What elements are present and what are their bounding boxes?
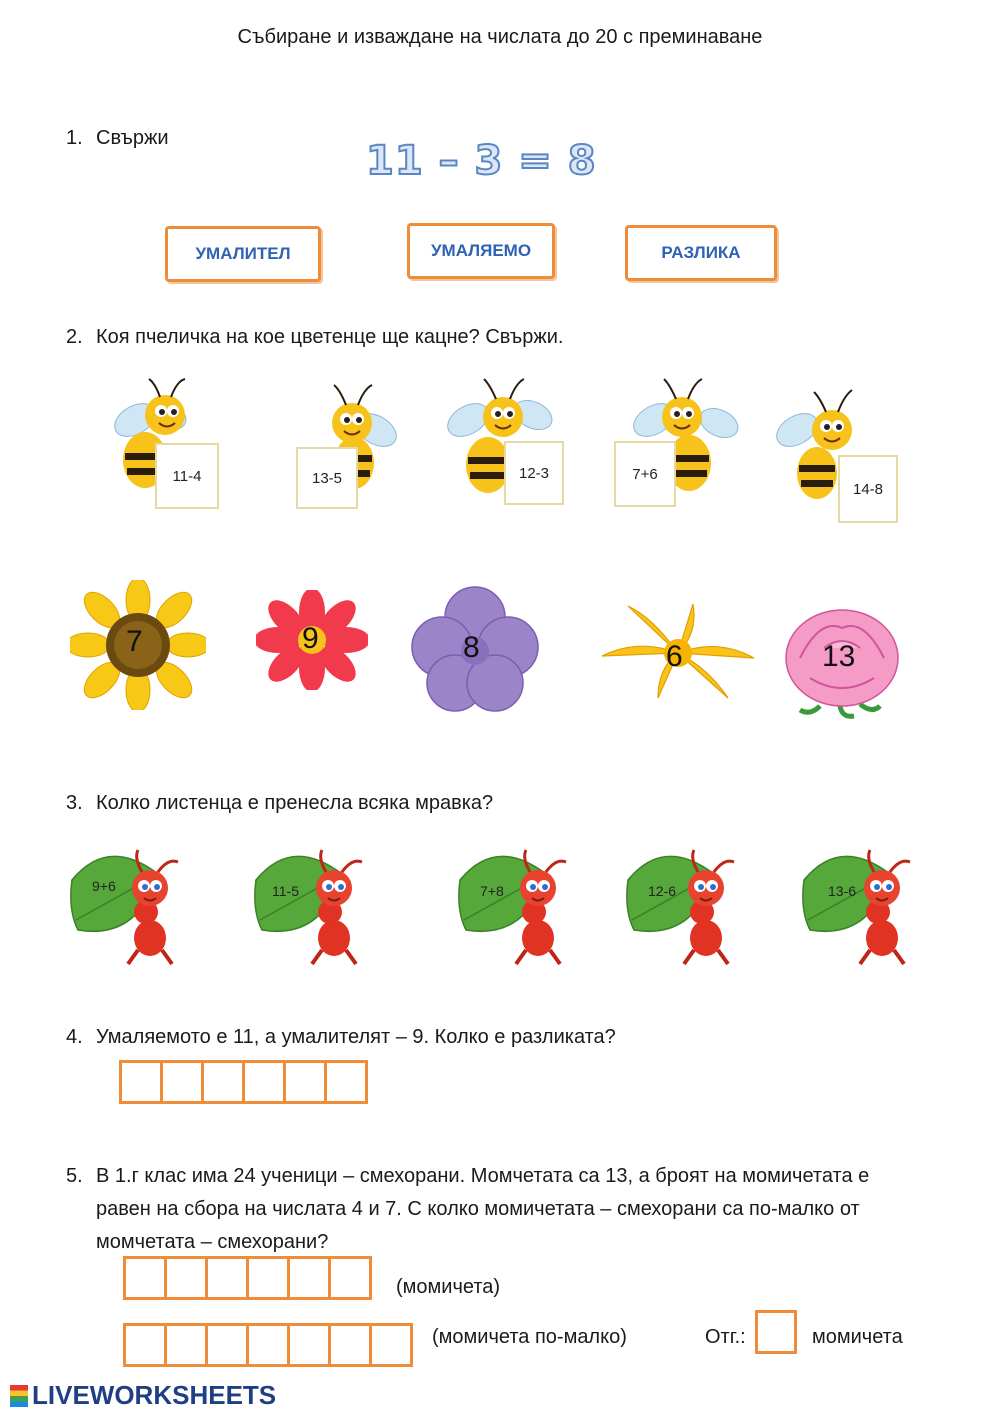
question-text: Свържи: [96, 127, 169, 149]
answer-cell[interactable]: [204, 1063, 245, 1101]
question-text: Коя пчеличка на кое цветенце ще кацне? Свържи.: [96, 326, 564, 348]
question-2: [66, 326, 564, 349]
flower-number: 9: [302, 622, 319, 655]
question-text-line-3: момчетата – смехорани?: [96, 1231, 329, 1253]
bee-expression: 14-8: [852, 480, 884, 498]
question-text-line-1: В 1.г клас има 24 ученици – смехорани. Момчетата са 13, а броят на момичетата е: [96, 1165, 870, 1187]
ant-card-2[interactable]: [252, 840, 382, 968]
answer-cell[interactable]: [249, 1259, 290, 1297]
ant-expression: 13-6: [828, 883, 857, 899]
question-number: 2.: [66, 326, 83, 348]
ant-card-4[interactable]: [624, 840, 754, 968]
flower-number: 6: [666, 640, 683, 673]
answer-cell[interactable]: [167, 1326, 208, 1364]
question-5: [66, 1160, 869, 1259]
answer-grid-q4[interactable]: [119, 1060, 368, 1104]
ant-card-5[interactable]: [800, 840, 930, 968]
answer-cell[interactable]: [290, 1326, 331, 1364]
question-4: [66, 1026, 616, 1049]
logo-icon: [10, 1385, 28, 1407]
page-title: Събиране и изваждане на числата до 20 с преминаване: [237, 26, 763, 48]
term-label: УМАЛЯЕМО: [430, 241, 532, 260]
bee-card-5[interactable]: [772, 385, 897, 525]
bee-sign: [296, 447, 358, 509]
ant-expression: 7+8: [480, 883, 504, 899]
answer-cell[interactable]: [126, 1326, 167, 1364]
answer-cell[interactable]: [327, 1063, 365, 1101]
term-box-minuend[interactable]: [407, 223, 555, 279]
bee-card-2[interactable]: [296, 375, 411, 510]
answer-grid-girls[interactable]: [123, 1256, 372, 1300]
flower-violet[interactable]: [410, 585, 540, 715]
ant-icon: [456, 840, 586, 968]
bee-sign: [155, 443, 219, 509]
bee-card-4[interactable]: [614, 375, 739, 510]
question-number: 1.: [66, 127, 83, 149]
girls-fewer-label: (момичета по-малко): [432, 1326, 627, 1348]
bee-expression: 11-4: [172, 467, 202, 485]
question-3: [66, 792, 493, 815]
question-number: 5.: [66, 1165, 83, 1187]
flower-number: 8: [463, 631, 480, 664]
answer-cell[interactable]: [208, 1326, 249, 1364]
question-text: Колко листенца е пренесла всяка мравка?: [96, 792, 494, 814]
term-box-difference[interactable]: [625, 225, 777, 281]
answer-prefix: Отг.:: [705, 1326, 746, 1348]
bee-card-3[interactable]: [438, 375, 563, 510]
bee-sign: [838, 455, 898, 523]
answer-cell[interactable]: [249, 1326, 290, 1364]
answer-cell[interactable]: [163, 1063, 204, 1101]
bee-sign: [614, 441, 676, 507]
ant-card-1[interactable]: [68, 840, 198, 968]
bee-expression: 13-5: [311, 469, 343, 487]
answer-box[interactable]: [755, 1310, 797, 1354]
question-1: [66, 127, 169, 150]
bee-card-1[interactable]: [95, 375, 220, 510]
answer-suffix: момичета: [812, 1326, 903, 1348]
flower-number: 13: [822, 640, 856, 673]
ant-expression: 12-6: [648, 883, 677, 899]
ant-icon: [800, 840, 930, 968]
answer-cell[interactable]: [167, 1259, 208, 1297]
question-text-line-2: равен на сбора на числата 4 и 7. С колко момичетата – смехорани са по-малко от: [96, 1198, 860, 1220]
flower-lily[interactable]: [598, 598, 758, 703]
answer-cell[interactable]: [208, 1259, 249, 1297]
flower-sunflower[interactable]: [70, 580, 206, 710]
answer-cell[interactable]: [331, 1259, 369, 1297]
ant-icon: [252, 840, 382, 968]
ant-icon: [68, 840, 198, 968]
ant-card-3[interactable]: [456, 840, 586, 968]
girls-label: (момичета): [396, 1276, 501, 1298]
term-label: УМАЛИТЕЛ: [195, 244, 291, 263]
flower-number: 7: [126, 625, 143, 658]
answer-cell[interactable]: [122, 1063, 163, 1101]
answer-grid-girls-fewer[interactable]: [123, 1323, 413, 1367]
flower-daisy[interactable]: [256, 590, 368, 690]
term-label: РАЗЛИКА: [661, 243, 741, 262]
answer-cell[interactable]: [331, 1326, 372, 1364]
answer-cell[interactable]: [126, 1259, 167, 1297]
bee-expression: 12-3: [518, 464, 550, 482]
bee-expression: 7+6: [632, 465, 658, 483]
term-box-subtrahend[interactable]: [165, 226, 321, 282]
question-text: Умаляемото е 11, а умалителят – 9. Колко е разликата?: [96, 1026, 616, 1048]
flower-rose[interactable]: [780, 598, 904, 722]
bee-sign: [504, 441, 564, 505]
question-number: 3.: [66, 792, 83, 814]
answer-cell[interactable]: [372, 1326, 410, 1364]
answer-cell[interactable]: [286, 1063, 327, 1101]
ant-expression: 9+6: [92, 878, 116, 894]
ant-icon: [624, 840, 754, 968]
answer-cell[interactable]: [290, 1259, 331, 1297]
equation: 11 – 3 = 8: [366, 138, 597, 184]
liveworksheets-logo: [10, 1380, 276, 1411]
answer-cell[interactable]: [245, 1063, 286, 1101]
question-number: 4.: [66, 1026, 83, 1048]
logo-text: LIVEWORKSHEETS: [32, 1380, 277, 1410]
ant-expression: 11-5: [272, 883, 299, 899]
